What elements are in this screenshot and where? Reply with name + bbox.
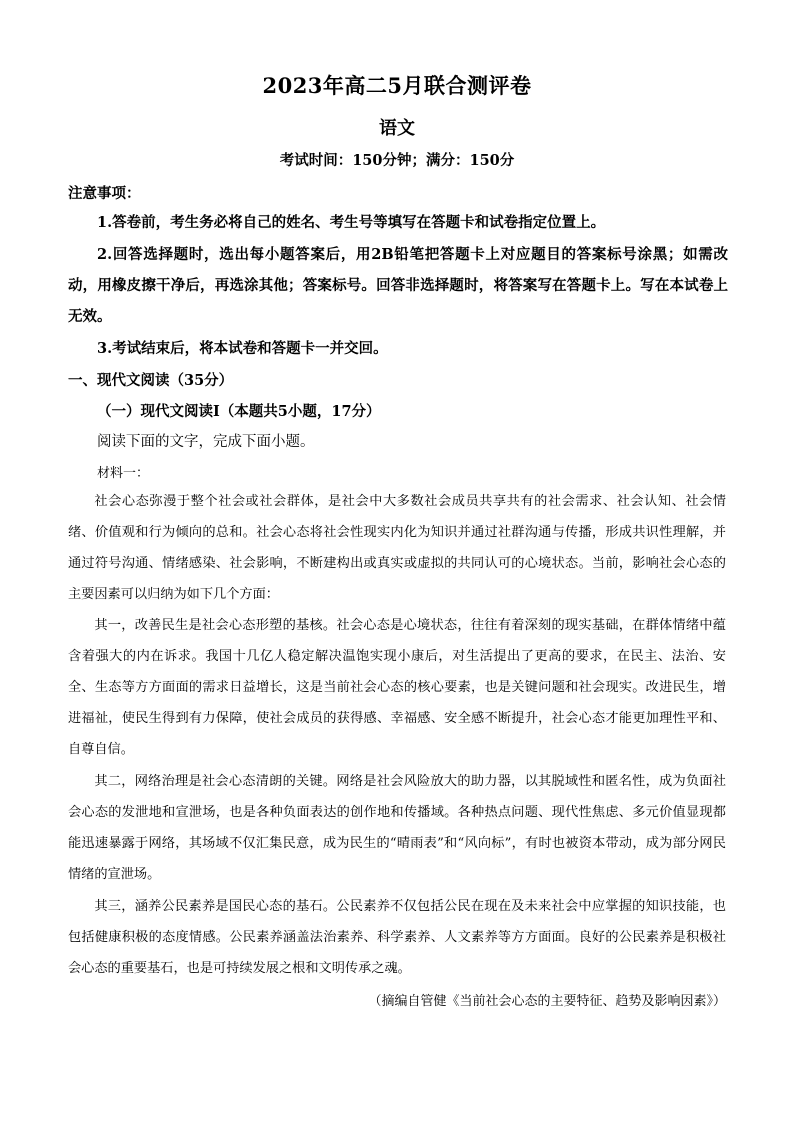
exam-info: 考试时间：150分钟；满分：150分 (279, 152, 515, 169)
notice-item-3: 3.考试结束后，将本试卷和答题卡一并交回。 (97, 340, 388, 357)
paragraph-two: 其二，网络治理是社会心态清朗的关键。网络是社会风险放大的助力器，以其脱域性和匿名性，成为负面社会心态的发泄地和宣泄场，也是各种负面表达的创作地和传播域。各种热点问题、现代性焦虑、多元价值显现都能迅速暴露于网络，其场域不仅汇集民意，成为民生的“晴雨表”和“风向标”，有时也被资本带动，成为部分网民情绪的宣泄场。 (68, 774, 726, 882)
paragraph-intro: 社会心态弥漫于整个社会或社会群体，是社会中大多数社会成员共享共有的社会需求、社会认知、社会情绪、价值观和行为倾向的总和。社会心态将社会性现实内化为知识并通过社群沟通与传播，形成共识性理解，并通过符号沟通、情绪感染、社会影响，不断建构出或真实或虚拟的共同认可的心境状态。当前，影响社会心态的主要因素可以归纳为如下几个方面： (68, 494, 726, 602)
notice-heading: 注意事项： (68, 185, 141, 202)
subject-title: 语文 (379, 118, 415, 139)
material-label: 材料一： (97, 466, 150, 481)
subsection-heading: （一）现代文阅读Ⅰ（本题共5小题，17分） (97, 403, 381, 420)
reading-instruction: 阅读下面的文字，完成下面小题。 (97, 434, 315, 450)
paragraph-one: 其一，改善民生是社会心态形塑的基核。社会心态是心境状态，往往有着深刻的现实基础，在群体情绪中蕴含着强大的内在诉求。我国十几亿人稳定解决温饱实现小康后，对生活提出了更高的要求，在民主、法治、安全、生态等方方面面的需求日益增长，这是当前社会心态的核心要素，也是关键问题和社会现实。改进民生，增进福祉，使民生得到有力保障，使社会成员的获得感、幸福感、安全感不断提升，社会心态才能更加理性平和、自尊自信。 (68, 618, 726, 757)
section-heading: 一、现代文阅读（35分） (68, 372, 234, 389)
source-citation: （摘编自管健《当前社会心态的主要特征、趋势及影响因素》） (368, 994, 726, 1009)
exam-title: 2023年高二5月联合测评卷 (262, 73, 532, 98)
paragraph-three: 其三，涵养公民素养是国民心态的基石。公民素养不仅包括公民在现在及未来社会中应掌握的知识技能，也包括健康积极的态度情感。公民素养涵盖法治素养、科学素养、人文素养等方方面面。良好的公民素养是积极社会心态的重要基石，也是可持续发展之根和文明传承之魂。 (68, 899, 726, 976)
notice-item-1: 1.答卷前，考生务必将自己的姓名、考生号等填写在答题卡和试卷指定位置上。 (97, 214, 606, 231)
notice-item-2: 2.回答选择题时，选出每小题答案后，用2B铅笔把答题卡上对应题目的答案标号涂黑；如需改动，用橡皮擦干净后，再选涂其他；答案标号。回答非选择题时，将答案写在答题卡上。写在本试卷上无效。 (68, 246, 728, 325)
